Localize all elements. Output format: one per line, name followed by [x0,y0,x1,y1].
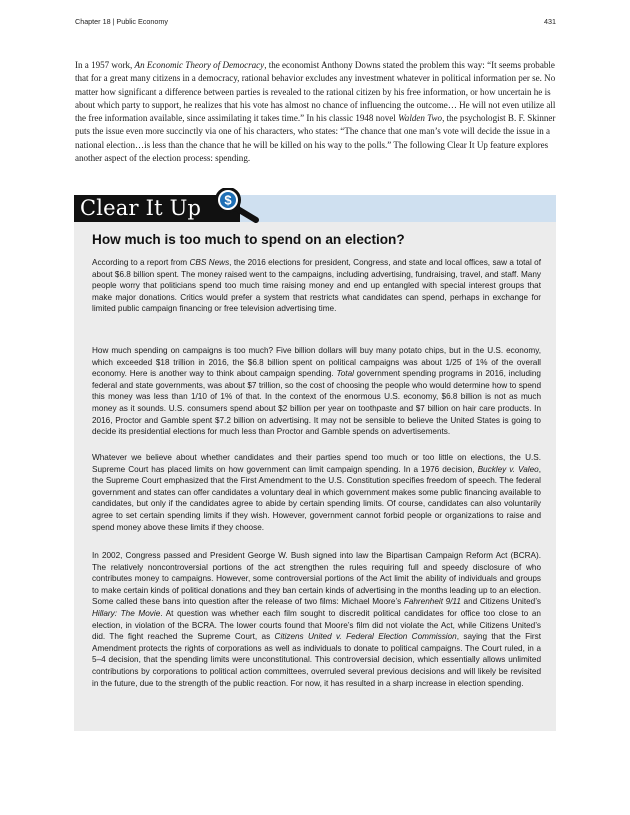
feature-heading: How much is too much to spend on an election? [92,232,405,247]
feature-paragraph-2: How much spending on campaigns is too much? Five billion dollars will buy many potato chips, but in the U.S. economy, which exceeded $18 trillion in 2016, the $6.8 billion spent on political campaigns was about 1/25 of 1% of the overall economy. Here is another way to think about campaign spending. Total government spending programs in 2016, including federal and state governments, was about $7 trillion, so the cost of choosing the people who would determine how to spend this money was less than 1/10 of 1% of that. In the context of the enormous U.S. economy, $6.8 billion is not as much money as it sounds. U.S. consumers spend about $2 billion per year on toothpaste and $7 billion on hair care products. In 2016, Proctor and Gamble spent $7.2 billion on advertising. It may not be sensible to believe the United States is going to decide its presidential elections for much less than Proctor and Gamble spends on advertisements. [92,346,541,437]
book-title-economic-theory: An Economic Theory of Democracy [134,60,265,70]
case-buckley-v-valeo: Buckley v. Valeo [477,464,539,474]
dollar-symbol: $ [224,192,232,208]
feature-paragraph-3: Whatever we believe about whether candidates and their parties spend too much or too little on elections, the U.S. Supreme Court has placed limits on how government can limit campaign spending. In a 1976 decision, Buckley v. Valeo, the Supreme Court emphasized that the First Amendment to the U.S. Constitution specifies freedom of speech. The federal government and states can offer candidates a voluntary deal in which government makes some public financing available to candidates, but only if the candidates agree to abide by certain spending limits. Of course, candidates can also voluntarily agree to set certain spending limits if they wish. However, government cannot forbid people or organizations to raise and spend money above these limits if they choose. [92,453,541,532]
clear-it-up-logo [74,188,269,224]
magnifier-dollar-icon [214,188,270,224]
page-header [75,17,556,29]
feature-paragraph-4: In 2002, Congress passed and President George W. Bush signed into law the Bipartisan Campaign Reform Act (BCRA). The relatively noncontroversial portions of the act strengthen the rules requiring full and speedy disclosure of who contributes money to campaigns. However, some controversial portions of the Act limit the ability of individuals and groups to make certain kinds of political donations and they ban certain kinds of advertising in the months leading up to an election. Some called these bans into question after the release of two films: Michael Moore’s Fahrenheit 9/11 and Citizens United’s Hillary: The Movie. At question was whether each film sought to discredit political candidates for office too close to an election, in violation of the BCRA. The lower courts found that Moore’s film did not violate the Act, while Citizens United’s did. The fight reached the Supreme Court, as Citizens United v. Federal Election Commission, saying that the First Amendment protects the rights of corporations as well as individuals to donate to political campaigns. The Court ruled, in a 5–4 decision, that the spending limits were unconstitutional. This controversial decision, which essentially allows unlimited contributions by corporations to political action committees, overruled several previous decisions and will likely be revisited in the future, due to the strength of the public reaction. For now, it has resulted in a sharp increase in election spending. [92,551,542,688]
emphasis-total: Total [336,369,354,379]
source-cbs-news: CBS News [189,258,230,267]
intro-paragraph: In a 1957 work, An Economic Theory of Democracy, the economist Anthony Downs stated the problem this way: “It seems probable that for a great many citizens in a democracy, rational behavior excludes any investment whatever in political information per se. No matter how significant a difference between parties is revealed to the rational citizen by his free information, or how uncertain he is about which party to support, he realizes that his vote has almost no chance of influencing the outcome… He will not even utilize all the free information available, since assimilating it takes time.” In his classic 1948 novel Walden Two, the psychologist B. F. Skinner puts the issue even more succinctly via one of his characters, who states: “The chance that one man’s vote will decide the issue in a national election…is less than the chance that he will be killed on his way to the polls.” The following Clear It Up feature explores another aspect of the election process: spending. [75,60,556,164]
book-title-walden-two: Walden Two [398,113,443,124]
case-citizens-united: Citizens United v. Federal Election Commission [274,632,457,642]
page-number: 431 [544,17,556,26]
logo-text: Clear It Up [80,196,202,220]
chapter-title: Chapter 18 | Public Economy [75,17,168,26]
film-hillary-the-movie: Hillary: The Movie [92,608,161,618]
film-fahrenheit-911: Fahrenheit 9/11 [403,597,461,607]
feature-paragraph-1: According to a report from CBS News, the 2016 elections for president, Congress, and state and local offices, saw a total of about $6.8 billion spent. The money raised went to the campaigns, including advertising, fundraising, travel, and staff. Many people worry that politicians spend too much time raising money and end up entangled with special interest groups that make major donations. Critics would prefer a system that restricts what candidates can spend, perhaps in exchange for limited public campaign financing or free television advertising time. [92,258,542,314]
